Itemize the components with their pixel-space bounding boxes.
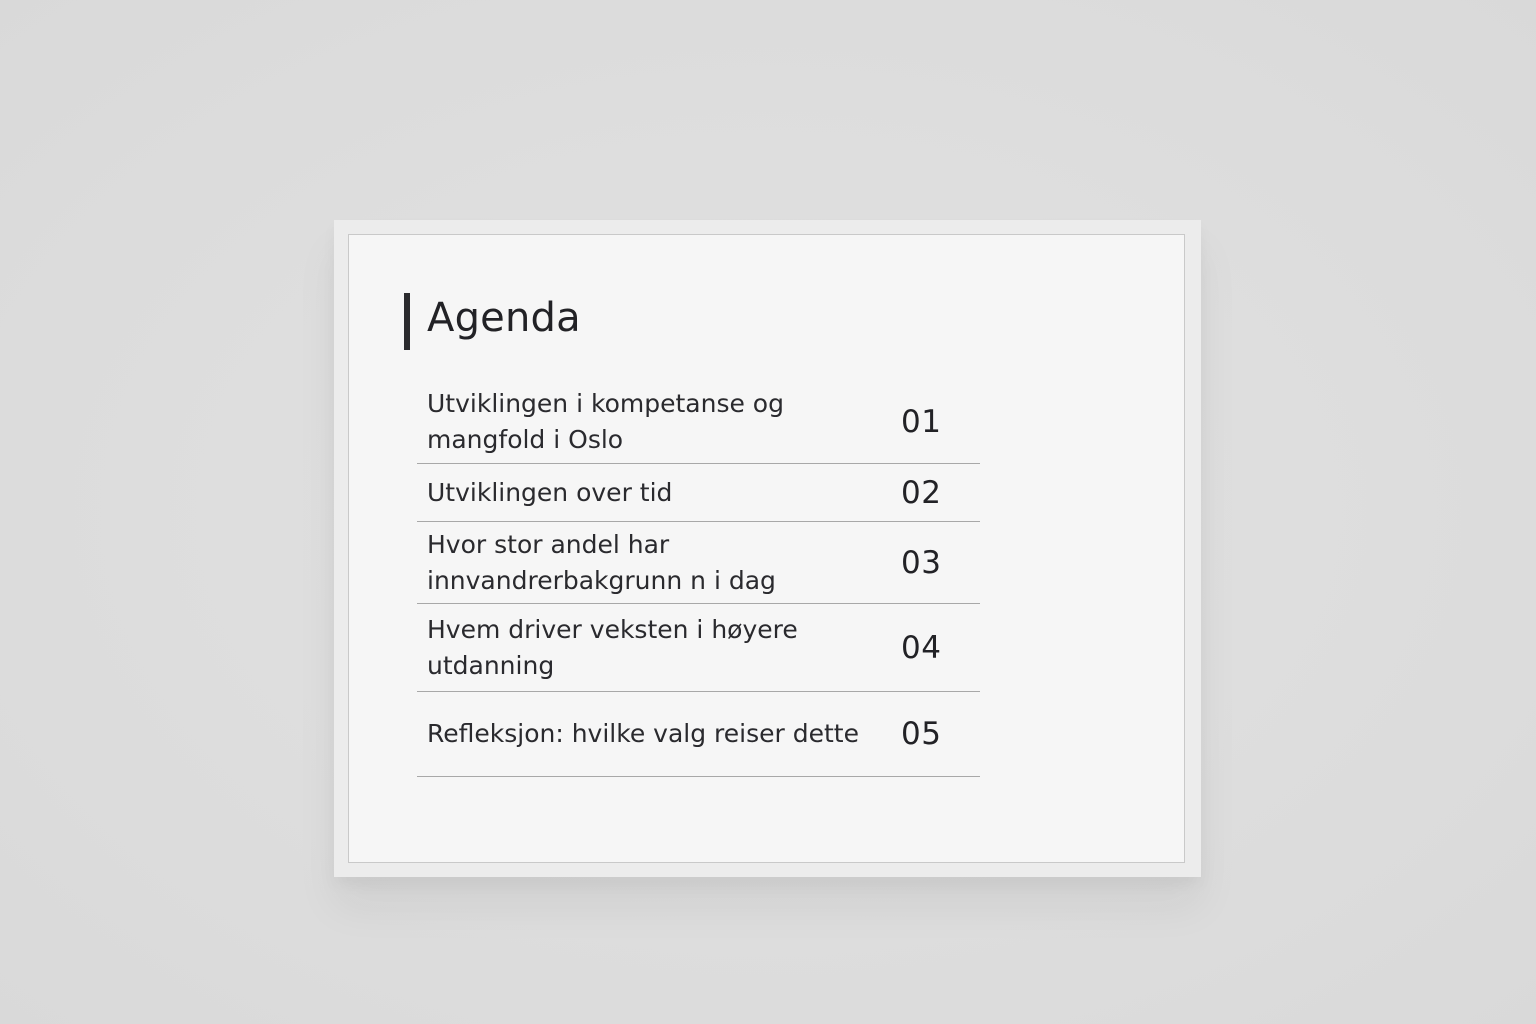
agenda-item <box>417 381 980 464</box>
title-accent-bar <box>404 293 410 350</box>
agenda-item-number: 05 <box>901 716 942 752</box>
agenda-item-label: Utviklingen i kompetanse og mangfold i Oslo <box>427 389 784 454</box>
agenda-item <box>417 464 980 522</box>
agenda-item-label: Hvor stor andel har innvandrerbakgrunn n i dag <box>427 529 776 595</box>
agenda-item-number: 03 <box>901 544 942 581</box>
agenda-item <box>417 604 980 692</box>
agenda-item <box>417 692 980 777</box>
agenda-item-label: Utviklingen over tid <box>427 477 673 507</box>
agenda-item-number: 01 <box>901 404 942 440</box>
agenda-item-label: Refleksjon: hvilke valg reiser dette <box>427 719 859 748</box>
agenda-item <box>417 522 980 604</box>
slide <box>348 234 1185 863</box>
agenda-item-number: 02 <box>901 474 942 511</box>
slide-title: Agenda <box>427 295 581 341</box>
agenda-item-number: 04 <box>901 629 942 666</box>
agenda-list <box>417 381 980 777</box>
agenda-item-label: Hvem driver veksten i høyere utdanning <box>427 614 798 680</box>
slide-frame <box>334 220 1201 877</box>
